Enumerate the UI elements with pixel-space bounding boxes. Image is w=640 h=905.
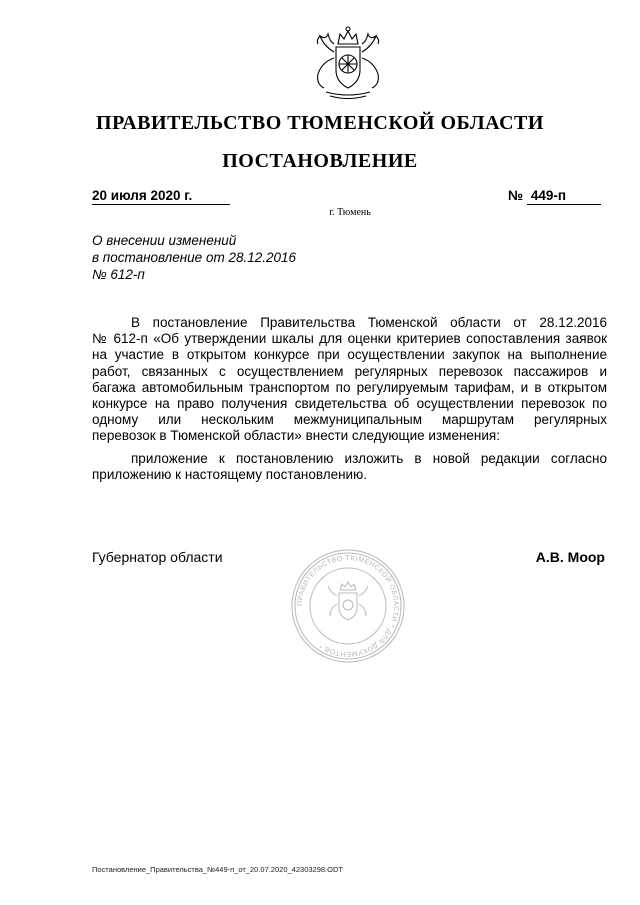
organization-title: ПРАВИТЕЛЬСТВО ТЮМЕНСКОЙ ОБЛАСТИ bbox=[96, 112, 544, 134]
document-subject bbox=[92, 232, 296, 283]
official-seal-icon bbox=[290, 548, 406, 664]
coat-of-arms-icon bbox=[306, 22, 390, 102]
body-line: № 612-п «Об утверждении шкалы для оценки критериев сопоставления заявок bbox=[92, 331, 607, 347]
subject-line: № 612-п bbox=[92, 267, 145, 282]
svg-text:ПРАВИТЕЛЬСТВО ТЮМЕНСКОЙ ОБЛАСТ bbox=[297, 555, 399, 657]
stamp-ring-text: ПРАВИТЕЛЬСТВО ТЮМЕНСКОЙ ОБЛАСТИ * ДЛЯ ДОКУМЕНТОВ * bbox=[296, 554, 400, 658]
body-line: приложение к постановлению изложить в новой редакции согласно bbox=[131, 450, 607, 466]
document-city: г. Тюмень bbox=[329, 207, 371, 218]
body-line: багажа автомобильным транспортом по регулируемым тарифам, и в открытом bbox=[92, 379, 607, 395]
document-number-field bbox=[508, 188, 605, 205]
body-line: В постановление Правительства Тюменской области от 28.12.2016 bbox=[131, 315, 607, 330]
body-paragraph-1 bbox=[92, 315, 607, 445]
body-line: перевозок в Тюменской области» внести следующие изменения: bbox=[92, 428, 500, 444]
document-body bbox=[92, 315, 607, 489]
document-number: 449-п bbox=[527, 188, 601, 205]
footer-filename: Постановление_Правительства_№449-п_от_20.07.2020_42303298.ODT bbox=[92, 865, 343, 874]
signer-name: А.В. Моор bbox=[535, 549, 605, 565]
body-line: на участие в открытом конкурсе при осуществлении закупок на выполнение bbox=[92, 347, 607, 363]
signer-title: Губернатор области bbox=[92, 549, 223, 565]
body-line: конкурсе на право получения свидетельства об осуществлении перевозок по bbox=[92, 396, 607, 412]
body-line: работ, связанных с осуществлением регулярных перевозок пассажиров и bbox=[92, 363, 607, 379]
number-sign: № bbox=[508, 188, 524, 203]
subject-line: в постановление от 28.12.2016 bbox=[92, 250, 297, 265]
document-date: 20 июля 2020 г. bbox=[92, 188, 230, 205]
body-line: одному или нескольким межмуниципальным маршрутам регулярных bbox=[92, 412, 607, 428]
body-line: приложению к настоящему постановлению. bbox=[92, 466, 367, 482]
subject-line: О внесении изменений bbox=[92, 233, 237, 248]
document-type-title: ПОСТАНОВЛЕНИЕ bbox=[222, 150, 418, 172]
body-paragraph-2 bbox=[92, 451, 607, 483]
